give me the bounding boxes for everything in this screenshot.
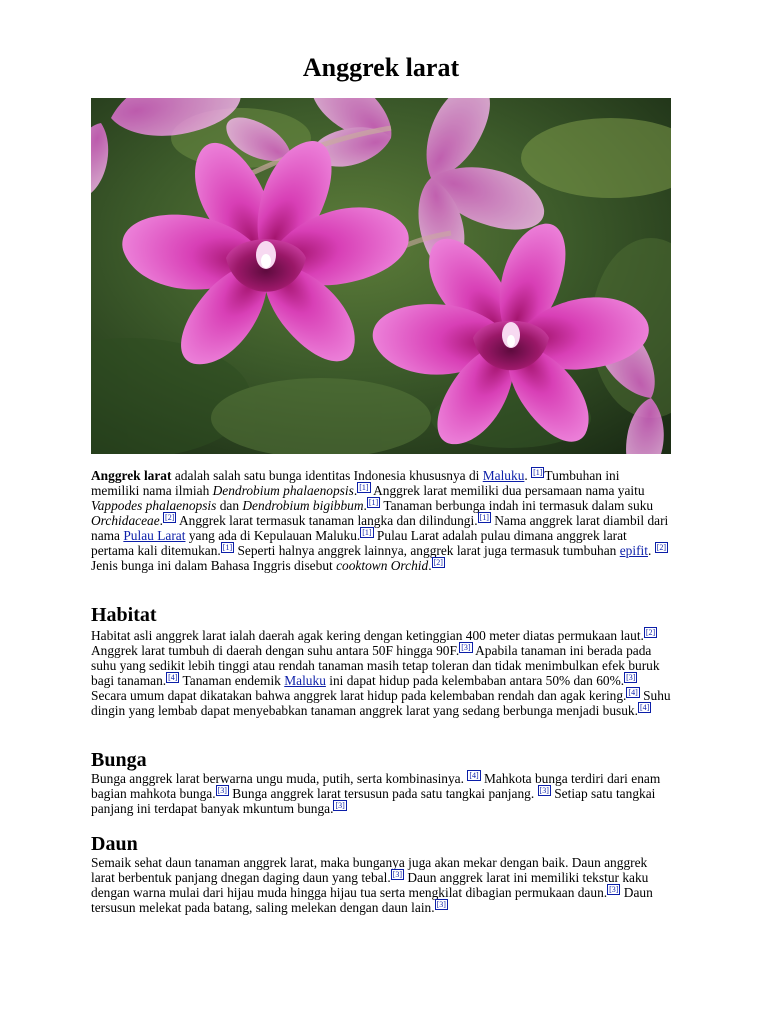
citation-link[interactable]: [3]	[217, 786, 227, 795]
citation[interactable]	[531, 467, 544, 478]
text: Anggrek larat tumbuh di daerah dengan suhu antara 50F hingga 90F.	[91, 643, 460, 658]
citation-link[interactable]: [2]	[165, 513, 175, 522]
text: Tumbuhan ini memiliki nama ilmiah	[91, 468, 620, 498]
citation[interactable]	[624, 672, 637, 683]
section-heading-daun: Daun	[91, 833, 138, 855]
citation[interactable]	[221, 542, 234, 553]
text: ini dapat hidup pada kelembaban antara 50% dan 60%.	[325, 673, 625, 688]
citation-link[interactable]: [1]	[533, 468, 543, 477]
citation[interactable]	[467, 770, 480, 781]
text: Habitat asli anggrek larat ialah daerah agak kering dengan ketinggian 400 meter diatas permukaan laut.	[91, 628, 644, 643]
citation-link[interactable]: [1]	[359, 483, 369, 492]
text: Pulau Larat adalah pulau dimana anggrek larat pertama kali ditemukan.	[91, 528, 627, 558]
text: Suhu dingin yang lembab dapat menyebabkan tanaman anggrek larat yang sedang berbunga menjadi busuk.	[91, 688, 671, 718]
intro-paragraph	[91, 468, 671, 573]
citation[interactable]	[216, 785, 229, 796]
citation-link[interactable]: [3]	[539, 786, 549, 795]
citation[interactable]	[435, 899, 448, 910]
citation[interactable]	[655, 542, 668, 553]
citation-link[interactable]: [3]	[436, 900, 446, 909]
text: Bunga anggrek larat berwarna ungu muda, putih, serta kombinasinya.	[91, 771, 468, 786]
citation[interactable]	[644, 627, 657, 638]
citation-link[interactable]: [4]	[639, 703, 650, 712]
citation[interactable]	[459, 642, 472, 653]
english-name: cooktown Orchid	[336, 558, 429, 573]
scientific-name: Orchidaceae	[91, 513, 160, 528]
scientific-name: Dendrobium bigibbum	[242, 498, 364, 513]
text: adalah salah satu bunga identitas Indonesia khususnya di	[171, 468, 483, 483]
habitat-paragraph	[91, 628, 673, 718]
section-heading-bunga: Bunga	[91, 749, 147, 771]
text: Mahkota bunga terdiri dari enam bagian mahkota bunga.	[91, 771, 661, 801]
citation[interactable]	[432, 557, 445, 568]
link-epifit[interactable]: epifit	[619, 543, 648, 558]
bunga-paragraph	[91, 771, 673, 816]
section-heading-habitat: Habitat	[91, 604, 157, 626]
citation[interactable]	[360, 527, 373, 538]
citation[interactable]	[166, 672, 179, 683]
citation[interactable]	[478, 512, 491, 523]
citation[interactable]	[333, 800, 346, 811]
citation-link[interactable]: [2]	[645, 628, 656, 637]
orchid-photo	[91, 98, 671, 454]
citation[interactable]	[357, 482, 370, 493]
citation-link[interactable]: [2]	[656, 543, 667, 552]
text: Daun tersusun melekat pada batang, saling melekan dengan daun lain.	[91, 885, 653, 915]
citation-link[interactable]: [3]	[461, 643, 471, 652]
text: .	[647, 543, 655, 558]
article-subject: Anggrek larat	[91, 468, 172, 483]
link-maluku[interactable]: Maluku	[482, 468, 525, 483]
citation[interactable]	[626, 687, 639, 698]
citation-link[interactable]: [1]	[479, 513, 489, 522]
text: Nama anggrek larat diambil dari nama	[91, 513, 669, 543]
text: Anggrek larat memiliki dua persamaan nama yaitu	[370, 483, 645, 498]
text: Semaik sehat daun tanaman anggrek larat, maka bunganya juga akan mekar dengan baik. Daun anggrek larat berbentuk panjang dnegan daging daun yang tebal.	[91, 855, 648, 885]
citation-link[interactable]: [2]	[433, 558, 443, 567]
text: Bunga anggrek larat tersusun pada satu tangkai panjang.	[228, 786, 538, 801]
citation[interactable]	[638, 702, 651, 713]
text: .	[428, 558, 432, 573]
daun-paragraph	[91, 855, 673, 915]
text: Secara umum dapat dikatakan bahwa anggrek larat hidup pada kelembaban rendah dan agak kering.	[91, 688, 627, 703]
text: .	[159, 513, 164, 528]
scientific-name: Dendrobium phalaenopsis	[212, 483, 354, 498]
page-title: Anggrek larat	[302, 53, 460, 82]
link-pulau-larat[interactable]: Pulau Larat	[123, 528, 186, 543]
text: dan	[216, 498, 243, 513]
text: Tanaman endemik	[179, 673, 285, 688]
text: Jenis bunga ini dalam Bahasa Inggris disebut	[91, 558, 337, 573]
text: Daun anggrek larat ini memiliki tekstur kaku dengan warna mulai dari hijau muda hingga hijau tua serta mengkilat dibagian permukaan daun.	[91, 870, 649, 900]
citation-link[interactable]: [4]	[168, 673, 178, 682]
text: yang ada di Kepulauan Maluku.	[185, 528, 361, 543]
citation[interactable]	[163, 512, 176, 523]
citation-link[interactable]: [4]	[469, 771, 479, 780]
scientific-name: Vappodes phalaenopsis	[91, 498, 217, 513]
text: Anggrek larat termasuk tanaman langka dan dilindungi.	[176, 513, 478, 528]
text: Tanaman berbunga indah ini termasuk dalam suku	[380, 498, 654, 513]
link-maluku[interactable]: Maluku	[284, 673, 326, 688]
citation-link[interactable]: [3]	[626, 673, 636, 682]
citation-link[interactable]: [3]	[392, 870, 403, 879]
text: .	[363, 498, 367, 513]
text: Apabila tanaman ini berada pada suhu yang sedikit lebih tinggi atau rendah tanaman masih tetap toleran dan tidak menimbulkan efek buruk bagi tanaman.	[91, 643, 660, 688]
citation[interactable]	[391, 869, 404, 880]
citation-link[interactable]: [4]	[628, 688, 638, 697]
text: .	[524, 468, 532, 483]
citation-link[interactable]: [3]	[609, 885, 619, 894]
citation-link[interactable]: [1]	[368, 498, 379, 507]
citation-link[interactable]: [1]	[222, 543, 233, 552]
citation-link[interactable]: [1]	[362, 528, 372, 537]
text: Setiap satu tangkai panjang ini terdapat banyak mkuntum bunga.	[91, 786, 656, 816]
citation[interactable]	[607, 884, 620, 895]
text: .	[353, 483, 358, 498]
text: Seperti halnya anggrek lainnya, anggrek larat juga termasuk tumbuhan	[234, 543, 620, 558]
citation-link[interactable]: [3]	[335, 801, 345, 810]
citation[interactable]	[367, 497, 380, 508]
citation[interactable]	[538, 785, 551, 796]
